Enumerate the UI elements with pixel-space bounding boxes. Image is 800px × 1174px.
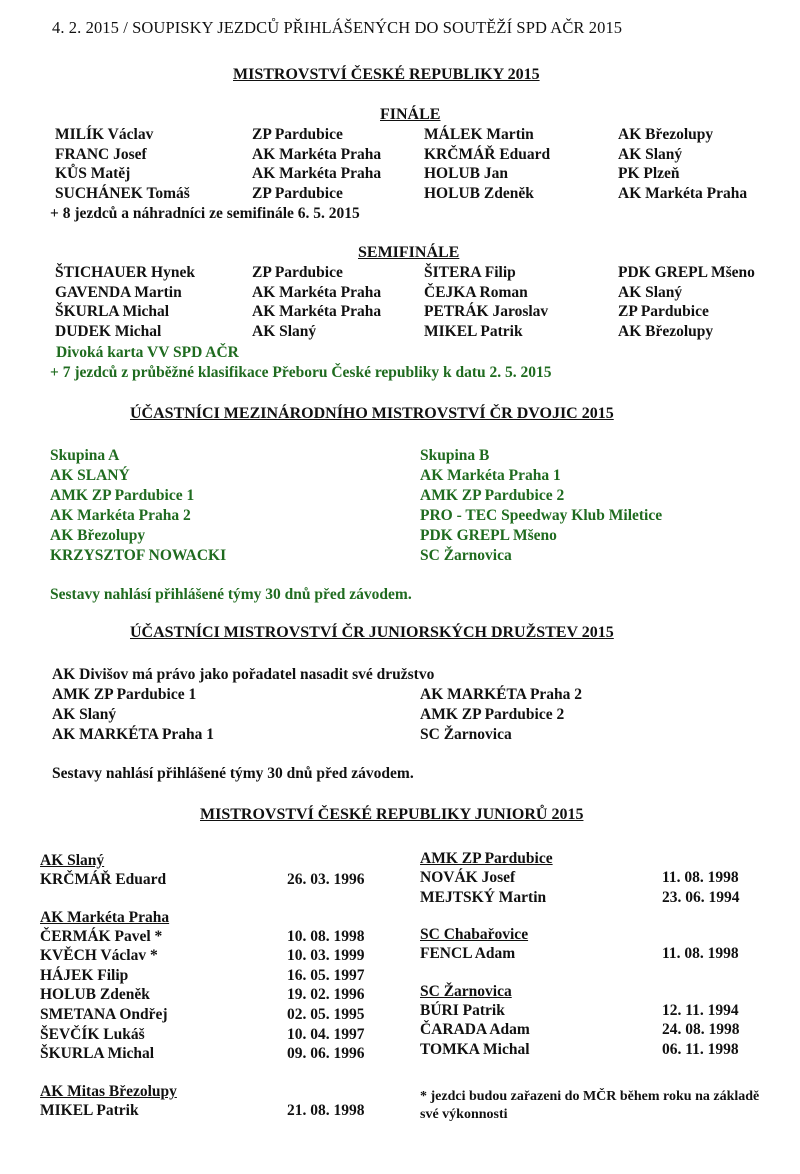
birth-date: 23. 06. 1994 [662,888,740,906]
semifinale-note: + 7 jezdců z průběžné klasifikace Přeboru České republiky k datu 2. 5. 2015 [50,364,552,381]
group-a-label: Skupina A [50,447,120,464]
juniors-title: MISTROVSTVÍ ČESKÉ REPUBLIKY JUNIORŮ 2015 [200,806,584,823]
club-name: AK Markéta Praha [252,145,382,163]
team-name: AK Markéta Praha 2 [50,507,191,524]
club-name: PK Plzeň [618,165,680,182]
team-name: AK MARKÉTA Praha 2 [420,686,583,703]
rider-name: MEJTSKÝ Martin [420,888,547,906]
birth-date: 26. 03. 1996 [287,871,365,888]
club-heading: AK Markéta Praha [40,908,170,926]
birth-date: 10. 04. 1997 [287,1025,365,1043]
junior-teams-note: Sestavy nahlásí přihlášené týmy 30 dnů před závodem. [52,765,414,782]
junior-teams-title: ÚČASTNÍCI MISTROVSTVÍ ČR JUNIORSKÝCH DRUŽSTEV 2015 [130,624,614,641]
rider-name: MILÍK Václav [55,126,154,143]
club-name: AK Slaný [618,145,683,163]
club-name: AK Březolupy [618,322,714,340]
rider-name: PETRÁK Jaroslav [424,303,549,320]
mcr-title: MISTROVSTVÍ ČESKÉ REPUBLIKY 2015 [233,66,540,83]
birth-date: 24. 08. 1998 [662,1021,740,1039]
team-name: SC Žarnovica [420,547,512,564]
rider-name: KRČMÁŘ Eduard [40,871,167,888]
team-name: AMK ZP Pardubice 2 [420,487,565,504]
rider-name: FENCL Adam [420,945,516,963]
club-name: AK Markéta Praha [252,165,382,182]
team-name: AK Březolupy [50,527,146,544]
rider-name: KŮS Matěj [55,165,131,182]
rider-name: ŠKURLA Michal [55,303,170,320]
team-name: AK SLANÝ [50,467,130,484]
club-name: AK Březolupy [618,126,714,143]
club-name: AK Slaný [252,322,317,340]
club-name: ZP Pardubice [252,184,343,202]
club-name: ZP Pardubice [618,303,709,320]
rider-name: ŠKURLA Michal [40,1045,155,1063]
club-name: ZP Pardubice [252,264,343,281]
pairs-title: ÚČASTNÍCI MEZINÁRODNÍHO MISTROVSTVÍ ČR DVOJIC 2015 [130,405,614,422]
rider-name: ŠEVČÍK Lukáš [40,1025,145,1043]
junior-teams-intro: AK Divišov má právo jako pořadatel nasadit své družstvo [52,666,435,683]
team-name: AK MARKÉTA Praha 1 [52,726,215,743]
finale-title: FINÁLE [380,106,441,123]
birth-date: 11. 08. 1998 [662,945,739,963]
team-name: SC Žarnovica [420,726,512,743]
club-name: AK Markéta Praha [618,184,748,202]
club-heading: AK Slaný [40,852,105,869]
birth-date: 10. 03. 1999 [287,947,365,965]
club-name: AK Markéta Praha [252,283,382,301]
rider-name: SUCHÁNEK Tomáš [55,184,190,202]
team-name: PRO - TEC Speedway Klub Miletice [420,507,663,524]
birth-date: 10. 08. 1998 [287,927,365,945]
birth-date: 16. 05. 1997 [287,966,365,984]
birth-date: 09. 06. 1996 [287,1045,365,1063]
rider-name: KRČMÁŘ Eduard [424,145,551,163]
club-name: AK Markéta Praha [252,303,382,320]
team-name: KRZYSZTOF NOWACKI [50,547,227,564]
rider-name: MÁLEK Martin [424,126,534,143]
team-name: AMK ZP Pardubice 2 [420,706,565,723]
rider-name: SMETANA Ondřej [40,1006,168,1023]
rider-name: HOLUB Jan [424,165,508,182]
team-name: PDK GREPL Mšeno [420,527,557,544]
juniors-footnote: * jezdci budou zařazeni do MČR během roku na základě své výkonnosti [420,1089,760,1122]
pairs-note: Sestavy nahlásí přihlášené týmy 30 dnů před závodem. [50,586,412,603]
rider-name: HOLUB Zdeněk [424,184,534,202]
club-heading: SC Žarnovica [420,982,512,1000]
birth-date: 06. 11. 1998 [662,1041,739,1058]
birth-date: 21. 08. 1998 [287,1101,365,1119]
club-heading: AMK ZP Pardubice [420,850,553,867]
rider-name: NOVÁK Josef [420,869,516,886]
rider-name: KVĚCH Václav * [40,947,158,965]
rider-name: GAVENDA Martin [55,283,182,301]
rider-name: FRANC Josef [55,145,147,163]
semifinale-title: SEMIFINÁLE [358,244,460,261]
rider-name: ČERMÁK Pavel * [40,927,163,945]
team-name: AMK ZP Pardubice 1 [52,686,197,703]
birth-date: 19. 02. 1996 [287,986,365,1004]
rider-name: ŠTICHAUER Hynek [55,264,195,281]
birth-date: 02. 05. 1995 [287,1006,365,1023]
group-b-label: Skupina B [420,447,490,464]
team-name: AK Slaný [52,706,117,723]
club-name: ZP Pardubice [252,126,343,143]
finale-note: + 8 jezdců a náhradníci ze semifinále 6. 5. 2015 [50,205,360,222]
team-name: AK Markéta Praha 1 [420,467,561,484]
rider-name: MIKEL Patrik [40,1101,139,1119]
rider-name: TOMKA Michal [420,1041,530,1058]
club-heading: AK Mitas Březolupy [40,1082,177,1100]
rider-name: ŠITERA Filip [424,264,516,281]
club-name: PDK GREPL Mšeno [618,264,755,281]
document-header: 4. 2. 2015 / SOUPISKY JEZDCŮ PŘIHLÁŠENÝCH DO SOUTĚŽÍ SPD AČR 2015 [52,18,623,37]
rider-name: MIKEL Patrik [424,322,523,340]
team-name: AMK ZP Pardubice 1 [50,487,195,504]
rider-name: BÚRI Patrik [420,1001,505,1019]
wildcard-text: Divoká karta VV SPD AČR [56,344,239,361]
rider-name: DUDEK Michal [55,322,162,340]
rider-name: ČARADA Adam [420,1021,530,1039]
rider-name: ČEJKA Roman [424,283,528,301]
rider-name: HÁJEK Filip [40,966,129,984]
birth-date: 12. 11. 1994 [662,1001,739,1019]
birth-date: 11. 08. 1998 [662,869,739,886]
club-heading: SC Chabařovice [420,926,529,944]
rider-name: HOLUB Zdeněk [40,986,150,1004]
club-name: AK Slaný [618,283,683,301]
